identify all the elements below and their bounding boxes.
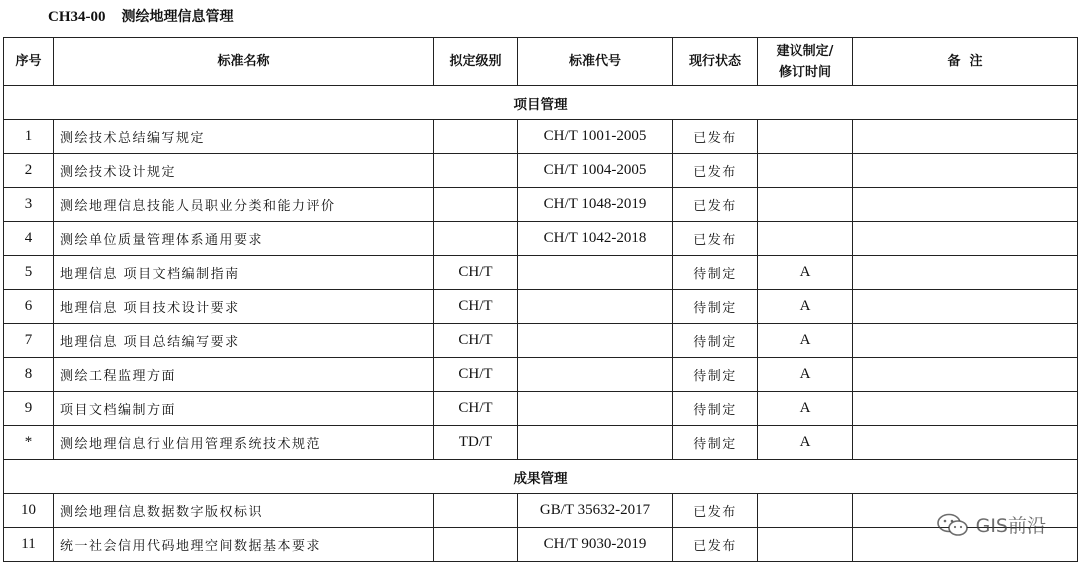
cell-level [434, 528, 518, 562]
cell-suggest [758, 494, 853, 528]
table-row [4, 154, 1078, 188]
cell-code [518, 324, 673, 358]
section-row [4, 86, 1078, 120]
table-row [4, 392, 1078, 426]
header-suggest-line2: 修订时间 [778, 64, 831, 80]
header-suggest [758, 38, 853, 86]
cell-code: GB/T 35632-2017 [518, 494, 673, 528]
cell-seq: 7 [4, 324, 54, 358]
cell-code [518, 256, 673, 290]
cell-name: 测绘工程监理方面 [54, 358, 434, 392]
watermark-text: GIS前沿 [975, 515, 1046, 537]
cell-remark [853, 222, 1078, 256]
cell-status: 已发布 [673, 494, 758, 528]
cell-suggest: A [758, 290, 853, 324]
section-row [4, 460, 1078, 494]
cell-name: 地理信息 项目总结编写要求 [54, 324, 434, 358]
cell-suggest [758, 154, 853, 188]
table-row [4, 120, 1078, 154]
table-row [4, 358, 1078, 392]
cell-code [518, 290, 673, 324]
cell-seq: 8 [4, 358, 54, 392]
table-row [4, 188, 1078, 222]
header-level: 拟定级别 [434, 38, 518, 86]
cell-remark [853, 188, 1078, 222]
table-row [4, 528, 1078, 562]
document-code: CH34-00 [48, 9, 106, 25]
cell-seq: 4 [4, 222, 54, 256]
cell-level: CH/T [434, 324, 518, 358]
document-title [48, 6, 234, 26]
cell-level [434, 154, 518, 188]
table-row [4, 222, 1078, 256]
cell-suggest [758, 120, 853, 154]
cell-remark [853, 324, 1078, 358]
cell-name: 地理信息 项目技术设计要求 [54, 290, 434, 324]
section-title: 成果管理 [4, 460, 1078, 494]
cell-remark [853, 392, 1078, 426]
cell-remark [853, 120, 1078, 154]
cell-status: 已发布 [673, 154, 758, 188]
cell-suggest: A [758, 324, 853, 358]
cell-status: 已发布 [673, 188, 758, 222]
cell-seq: 9 [4, 392, 54, 426]
wechat-icon [936, 513, 970, 537]
cell-suggest [758, 528, 853, 562]
cell-status: 已发布 [673, 222, 758, 256]
cell-status: 待制定 [673, 324, 758, 358]
cell-name: 测绘地理信息数据数字版权标识 [54, 494, 434, 528]
cell-level [434, 120, 518, 154]
table-row [4, 256, 1078, 290]
table-row [4, 426, 1078, 460]
cell-code: CH/T 1042-2018 [518, 222, 673, 256]
cell-suggest: A [758, 426, 853, 460]
cell-status: 待制定 [673, 256, 758, 290]
cell-code [518, 392, 673, 426]
cell-code [518, 426, 673, 460]
cell-name: 统一社会信用代码地理空间数据基本要求 [54, 528, 434, 562]
cell-level: CH/T [434, 290, 518, 324]
header-name: 标准名称 [54, 38, 434, 86]
cell-code: CH/T 1001-2005 [518, 120, 673, 154]
cell-code: CH/T 9030-2019 [518, 528, 673, 562]
cell-code [518, 358, 673, 392]
cell-level [434, 188, 518, 222]
cell-level [434, 494, 518, 528]
cell-remark [853, 426, 1078, 460]
cell-suggest: A [758, 392, 853, 426]
cell-seq: 1 [4, 120, 54, 154]
cell-remark [853, 154, 1078, 188]
header-code: 标准代号 [518, 38, 673, 86]
cell-level [434, 222, 518, 256]
cell-seq: 11 [4, 528, 54, 562]
cell-code: CH/T 1048-2019 [518, 188, 673, 222]
cell-status: 已发布 [673, 120, 758, 154]
cell-status: 待制定 [673, 290, 758, 324]
cell-suggest [758, 222, 853, 256]
cell-name: 测绘地理信息行业信用管理系统技术规范 [54, 426, 434, 460]
watermark [936, 511, 1046, 538]
cell-name: 测绘技术设计规定 [54, 154, 434, 188]
header-status: 现行状态 [673, 38, 758, 86]
cell-suggest [758, 188, 853, 222]
standards-table [3, 37, 1078, 562]
cell-level: CH/T [434, 256, 518, 290]
cell-name: 测绘技术总结编写规定 [54, 120, 434, 154]
header-suggest-line1: 建议制定/ [776, 43, 834, 59]
cell-suggest: A [758, 256, 853, 290]
cell-status: 待制定 [673, 392, 758, 426]
cell-name: 测绘地理信息技能人员职业分类和能力评价 [54, 188, 434, 222]
cell-remark [853, 256, 1078, 290]
header-seq: 序号 [4, 38, 54, 86]
cell-code: CH/T 1004-2005 [518, 154, 673, 188]
cell-remark [853, 358, 1078, 392]
table-header-row [4, 38, 1078, 86]
cell-seq: 2 [4, 154, 54, 188]
cell-name: 项目文档编制方面 [54, 392, 434, 426]
section-title: 项目管理 [4, 86, 1078, 120]
cell-level: CH/T [434, 358, 518, 392]
cell-seq: 10 [4, 494, 54, 528]
cell-level: CH/T [434, 392, 518, 426]
cell-level: TD/T [434, 426, 518, 460]
cell-name: 测绘单位质量管理体系通用要求 [54, 222, 434, 256]
document-name: 测绘地理信息管理 [121, 9, 234, 25]
table-row [4, 290, 1078, 324]
cell-suggest: A [758, 358, 853, 392]
cell-status: 待制定 [673, 358, 758, 392]
cell-name: 地理信息 项目文档编制指南 [54, 256, 434, 290]
table-row [4, 324, 1078, 358]
cell-seq: * [4, 426, 54, 460]
cell-remark [853, 290, 1078, 324]
table-row [4, 494, 1078, 528]
cell-seq: 6 [4, 290, 54, 324]
cell-status: 已发布 [673, 528, 758, 562]
cell-seq: 3 [4, 188, 54, 222]
cell-status: 待制定 [673, 426, 758, 460]
cell-seq: 5 [4, 256, 54, 290]
header-remark: 备 注 [853, 38, 1078, 86]
